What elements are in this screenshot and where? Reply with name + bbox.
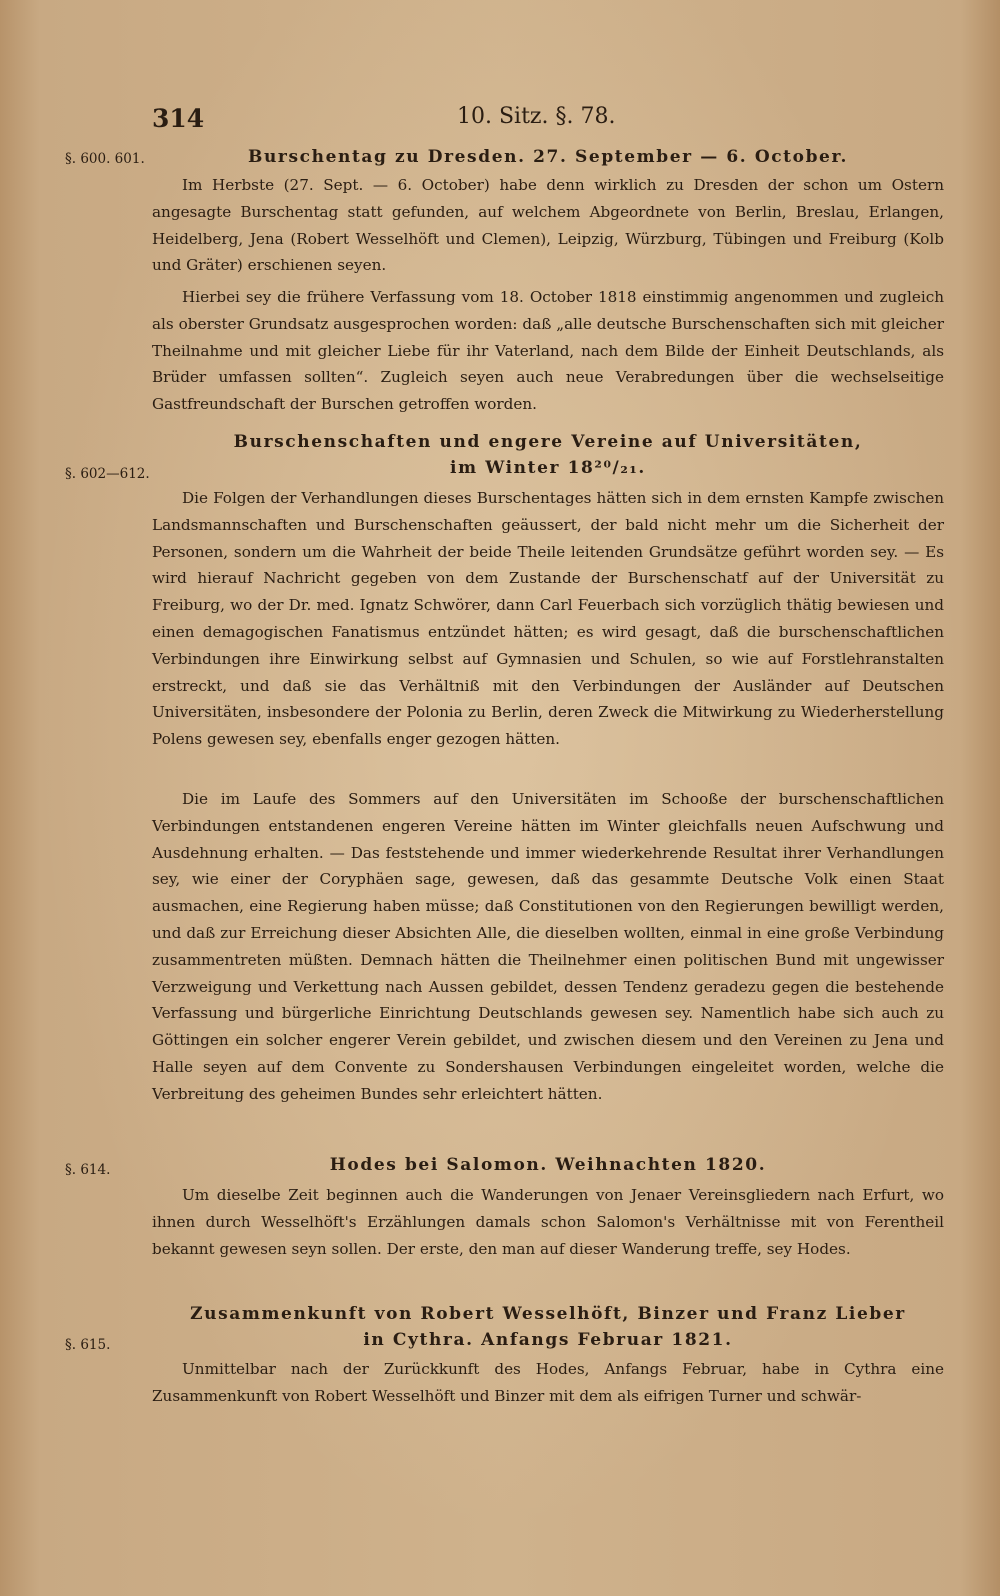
- page-header: [152, 104, 947, 134]
- section-heading: Zusammenkunft von Robert Wesselhöft, Binzer und Franz Lieber: [190, 1304, 906, 1324]
- running-head: 10. Sitz. §. 78.: [457, 104, 616, 129]
- section-reference: §. 615.: [65, 1337, 111, 1353]
- section-reference: §. 614.: [65, 1162, 111, 1178]
- section-heading: Burschenschaften und engere Vereine auf Universitäten,: [233, 432, 863, 452]
- paragraph: Die Folgen der Verhandlungen dieses Burschentages hätten sich in dem ernsten Kampfe zwischen Landsmannschaften und Burschenschaften geäussert, der bald nicht mehr um die Sicherheit der Personen, sondern um die Wahrheit der beide Theile leitenden Grundsätze geführt worden sey. — Es wird hierauf Nachricht gegeben von dem Zustande der Burschenschatf auf der Universität zu Freiburg, wo der Dr. med. Ignatz Schwörer, dann Carl Feuerbach sich vorzüglich thätig bewiesen und einen demagogischen Fanatismus entzündet hätten; es wird gesagt, daß die burschenschaftlichen Verbindungen ihre Einwirkung selbst auf Gymnasien und Schulen, so wie auf Forstlehranstalten erstreckt, und daß sie das Verhältniß mit den Verbindungen der Ausländer auf Deutschen Universitäten, insbesondere der Polonia zu Berlin, deren Zweck die Mitwirkung zu Wiederherstellung Polens gewesen sey, ebenfalls enger gezogen hätten.: [152, 489, 944, 749]
- section-heading: Hodes bei Salomon. Weihnachten 1820.: [329, 1155, 767, 1175]
- section-subheading: in Cythra. Anfangs Februar 1821.: [363, 1330, 733, 1350]
- section-reference: §. 602—612.: [65, 466, 150, 482]
- section-reference: §. 600. 601.: [65, 151, 145, 167]
- paragraph: Um dieselbe Zeit beginnen auch die Wanderungen von Jenaer Vereinsgliedern nach Erfurt, wo ihnen durch Wesselhöft's Erzählungen damals schon Salomon's Verhältnisse mit von Ferentheil bekannt gewesen seyn sollen. Der erste, den man auf dieser Wanderung treffe, sey Hodes.: [152, 1186, 944, 1258]
- paragraph: Die im Laufe des Sommers auf den Universitäten im Schooße der burschenschaftlichen Verbindungen entstandenen engeren Vereine hätten im Winter gleichfalls neuen Aufschwung und Ausdehnung erhalten. — Das feststehende und immer wiederkehrende Resultat ihrer Verhandlungen sey, wie einer der Coryphäen sage, gewesen, daß das gesammte Deutsche Volk einen Staat ausmachen, eine Regierung haben müsse; daß Constitutionen von den Regierungen bewilligt werden, und daß zur Erreichung dieser Absichten Alle, die dieselben wollten, einmal in eine große Verbindung zusammentreten müßten. Demnach hätten die Theilnehmer einen politischen Bund mit ungewisser Verzweigung und Verkettung nach Aussen gebildet, dessen Tendenz geradezu gegen die bestehende Verfassung und bürgerliche Einrichtung Deutschlands gewesen sey. Namentlich habe sich auch zu Göttingen ein solcher engerer Verein gebildet, und zwischen diesem und den Vereinen zu Jena und Halle seyen auf dem Convente zu Sondershausen Verbindungen eingeleitet worden, welche die Verbreitung des geheimen Bundes sehr erleichtert hätten.: [152, 790, 944, 1103]
- section-heading: Burschentag zu Dresden. 27. September — 6. October.: [248, 147, 848, 167]
- page-number: 314: [152, 104, 205, 133]
- paragraph: Unmittelbar nach der Zurückkunft des Hodes, Anfangs Februar, habe in Cythra eine Zusammenkunft von Robert Wesselhöft und Binzer mit dem als eifrigen Turner und schwär-: [152, 1360, 944, 1405]
- section-subheading: im Winter 18²⁰/₂₁.: [450, 458, 646, 478]
- paragraph: Hierbei sey die frühere Verfassung vom 18. October 1818 einstimmig angenommen und zugleich als oberster Grundsatz ausgesprochen worden: daß „alle deutsche Burschenschaften sich mit gleicher Theilnahme und mit gleicher Liebe für ihr Vaterland, nach dem Bilde der Einheit Deutschlands, als Brüder umfassen sollten“. Zugleich seyen auch neue Verabredungen über die wechselseitige Gastfreundschaft der Burschen getroffen worden.: [152, 288, 944, 414]
- paragraph: Im Herbste (27. Sept. — 6. October) habe denn wirklich zu Dresden der schon um Ostern angesagte Burschentag statt gefunden, auf welchem Abgeordnete von Berlin, Breslau, Erlangen, Heidelberg, Jena (Robert Wesselhöft und Clemen), Leipzig, Würzburg, Tübingen und Freiburg (Kolb und Gräter) erschienen seyen.: [152, 176, 944, 275]
